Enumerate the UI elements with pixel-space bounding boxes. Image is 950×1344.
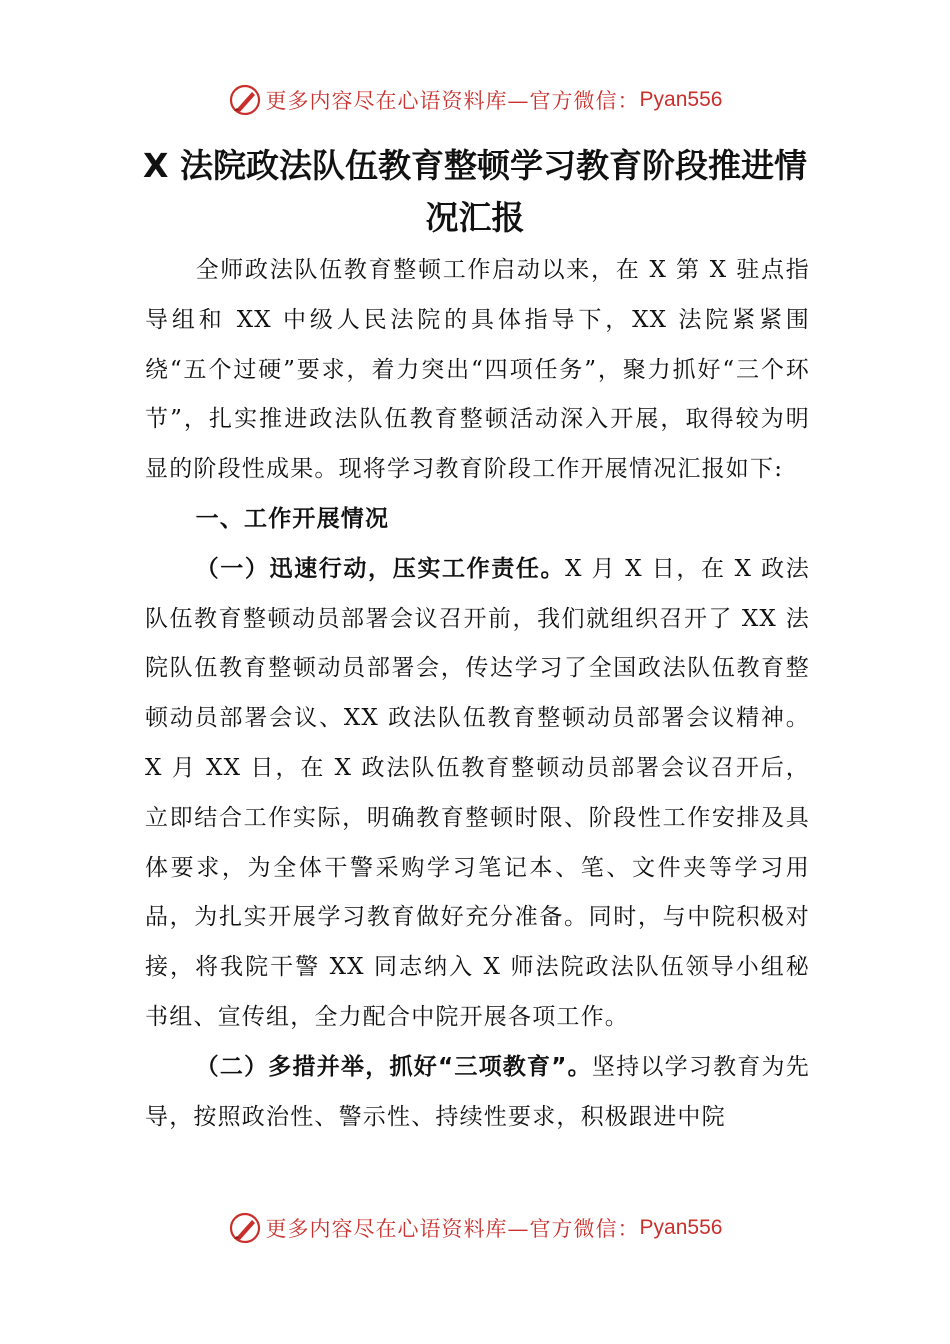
document-body bbox=[145, 246, 810, 1142]
pen-logo-icon bbox=[228, 83, 262, 117]
paragraph-1 bbox=[145, 545, 810, 1043]
intro-paragraph: 全师政法队伍教育整顿工作启动以来，在 X 第 X 驻点指导组和 XX 中级人民法院的具体指导下，XX 法院紧紧围绕“五个过硬”要求，着力突出“四项任务”，聚力抓好“三个环节”，扎实推进政法队伍教育整顿活动深入开展，取得较为明显的阶段性成果。现将学习教育阶段工作开展情况汇报如下: bbox=[145, 257, 810, 483]
watermark-text: 更多内容尽在心语资料库—官方微信： bbox=[265, 89, 640, 113]
paragraph-2-text: 坚持以学习教育为先导，按照政治性、警示性、持续性要求，积极跟进中院 bbox=[145, 1053, 810, 1130]
pen-logo-icon bbox=[228, 1211, 262, 1245]
watermark-wechat-id: Pyan556 bbox=[639, 1216, 723, 1239]
watermark-text: 更多内容尽在心语资料库—官方微信： bbox=[265, 1217, 640, 1241]
paragraph-2-lead: （二）多措并举，抓好“三项教育”。 bbox=[195, 1053, 592, 1080]
watermark-banner-top bbox=[0, 80, 950, 120]
watermark-banner-bottom bbox=[0, 1208, 950, 1248]
paragraph-1-lead: （一）迅速行动，压实工作责任。 bbox=[195, 555, 566, 582]
document-title: X 法院政法队伍教育整顿学习教育阶段推进情况汇报 bbox=[143, 146, 807, 237]
watermark-wechat-id: Pyan556 bbox=[639, 88, 723, 111]
paragraph-2 bbox=[145, 1043, 810, 1143]
section-heading: 一、工作开展情况 bbox=[195, 505, 390, 532]
paragraph-1-text: X 月 X 日，在 X 政法队伍教育整顿动员部署会议召开前，我们就组织召开了 XX 法院队伍教育整顿动员部署会，传达学习了全国政法队伍教育整顿动员部署会议、XX 政法队伍教育整顿动员部署会议精神。X 月 XX 日，在 X 政法队伍教育整顿动员部署会议召开后，立即结合工作实际，明确教育整顿时限、阶段性工作安排及具体要求，为全体干警采购学习笔记本、笔、文件夹等学习用品，为扎实开展学习教育做好充分准备。同时，与中院积极对接，将我院干警 XX 同志纳入 X 师法院政法队伍领导小组秘书组、宣传组，全力配合中院开展各项工作。 bbox=[145, 555, 811, 1030]
